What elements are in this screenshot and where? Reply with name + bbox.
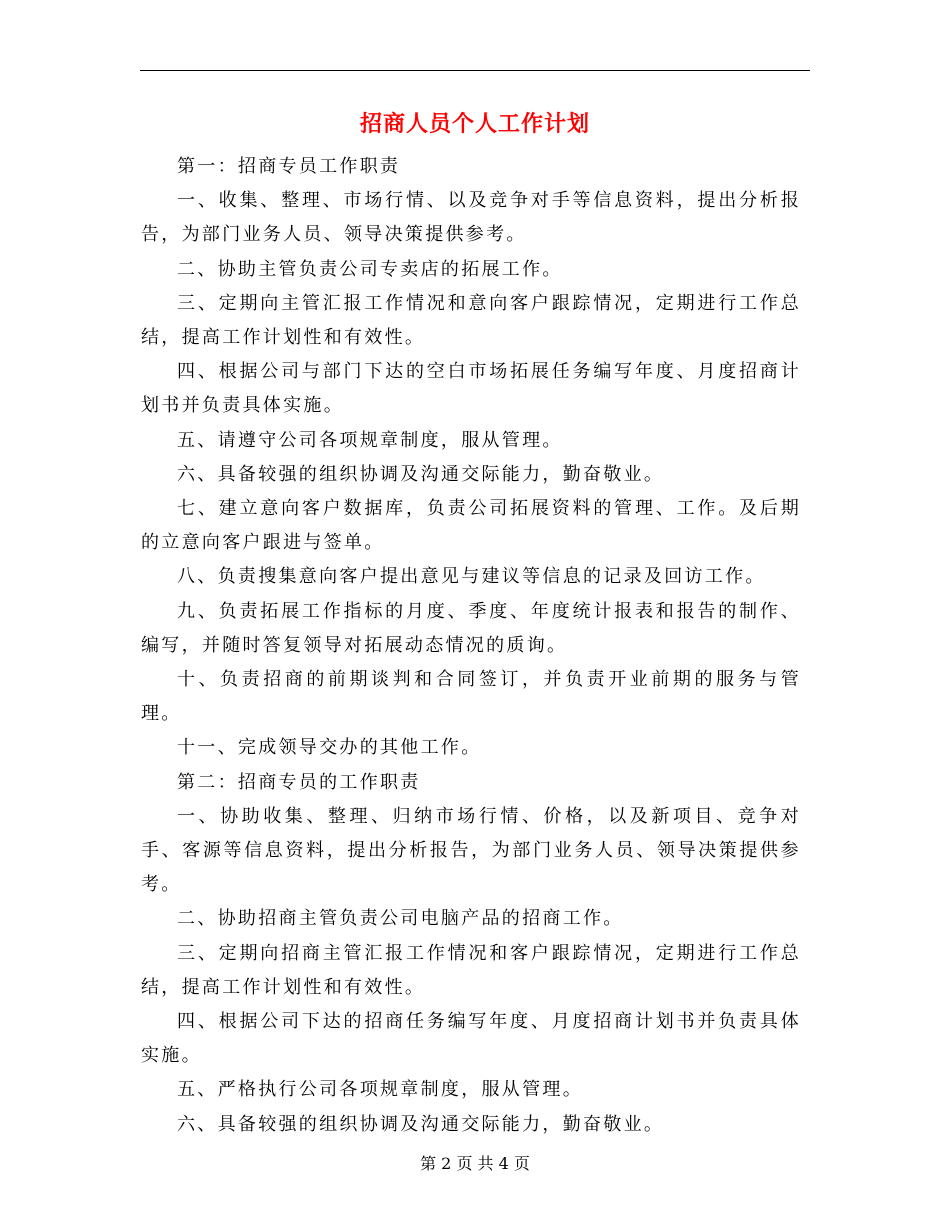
paragraph: 二、协助主管负责公司专卖店的拓展工作。 <box>177 258 563 280</box>
paragraph: 一、协助收集、整理、归纳市场行情、价格，以及新项目、竞争对手、客源等信息资料，提出分析报告，为部门业务人员、领导决策提供参考。 <box>141 805 801 896</box>
paragraph: 六、具备较强的组织协调及沟通交际能力，勤奋敬业。 <box>177 463 665 485</box>
paragraph: 八、负责搜集意向客户提出意见与建议等信息的记录及回访工作。 <box>177 566 766 588</box>
paragraph: 五、严格执行公司各项规章制度，服从管理。 <box>177 1079 583 1101</box>
paragraph: 三、定期向招商主管汇报工作情况和客户跟踪情况，定期进行工作总结，提高工作计划性和有效性。 <box>141 942 801 998</box>
section-heading-1: 第一：招商专员工作职责 <box>177 156 401 177</box>
paragraph: 六、具备较强的组织协调及沟通交际能力，勤奋敬业。 <box>177 1113 665 1135</box>
paragraph: 二、协助招商主管负责公司电脑产品的招商工作。 <box>177 908 624 930</box>
paragraph: 四、根据公司下达的招商任务编写年度、月度招商计划书并负责具体实施。 <box>141 1011 801 1067</box>
paragraph: 五、请遵守公司各项规章制度，服从管理。 <box>177 429 563 451</box>
paragraph: 九、负责拓展工作指标的月度、季度、年度统计报表和报告的制作、编写，并随时答复领导对拓展动态情况的质询。 <box>141 600 801 656</box>
page-title: 招商人员个人工作计划 <box>359 111 590 137</box>
paragraph: 十、负责招商的前期谈判和合同签订，并负责开业前期的服务与管理。 <box>141 669 801 725</box>
paragraph: 十一、完成领导交办的其他工作。 <box>177 737 482 759</box>
paragraph: 四、根据公司与部门下达的空白市场拓展任务编写年度、月度招商计划书并负责具体实施。 <box>141 361 801 417</box>
paragraph: 七、建立意向客户数据库，负责公司拓展资料的管理、工作。及后期的立意向客户跟进与签单。 <box>141 498 801 554</box>
paragraph: 一、收集、整理、市场行情、以及竞争对手等信息资料，提出分析报告，为部门业务人员、领导决策提供参考。 <box>141 190 801 246</box>
header-rule <box>140 70 810 71</box>
page-number-footer: 第 2 页 共 4 页 <box>420 1154 530 1173</box>
paragraph: 三、定期向主管汇报工作情况和意向客户跟踪情况，定期进行工作总结，提高工作计划性和有效性。 <box>141 292 801 349</box>
document-body <box>141 150 801 1142</box>
section-heading-2: 第二：招商专员的工作职责 <box>177 771 421 793</box>
